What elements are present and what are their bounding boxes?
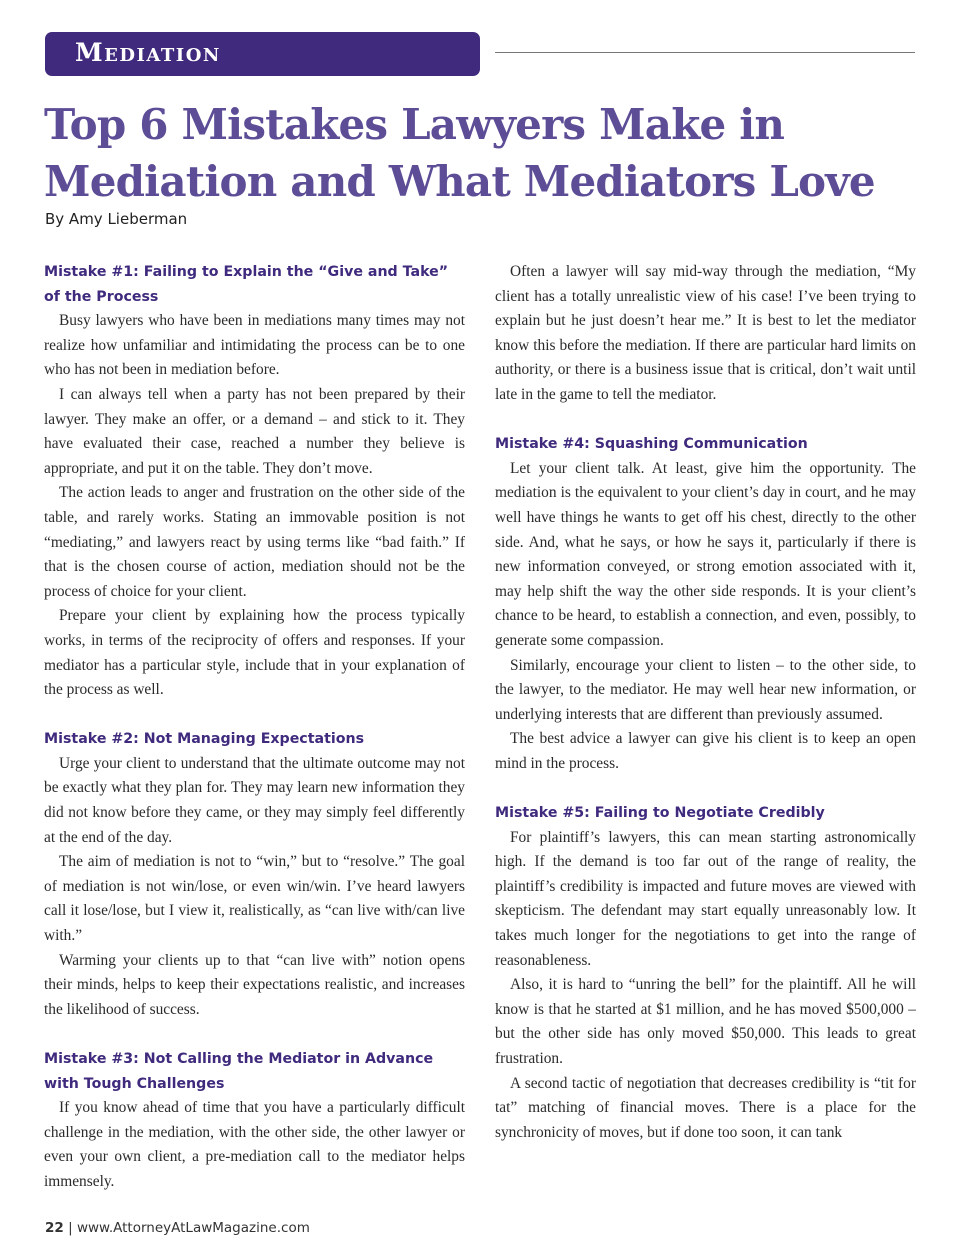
mistake-1-heading: Mistake #1: Failing to Explain the “Give and Take” of the Process xyxy=(44,264,449,305)
mistake-1-paragraph: I can always tell when a party has not been prepared by their lawyer. They make an offer, or a demand – and stick to it. They have evaluated their case, reached a number they believe is appropriate, and put it on the table. They don’t move. xyxy=(44,385,465,477)
mistake-4-paragraph: Similarly, encourage your client to listen – to the other side, to the lawyer, to the mediator. He may well hear new information, or underlying interests that are different than previously assumed. xyxy=(495,656,916,723)
article-title: Top 6 Mistakes Lawyers Make in Mediation and What Mediators Love xyxy=(44,100,875,206)
page-number: 22 xyxy=(45,1220,64,1236)
right-column xyxy=(495,260,916,1145)
byline: By Amy Lieberman xyxy=(45,210,188,228)
mistake-5-heading: Mistake #5: Failing to Negotiate Credibly xyxy=(495,805,825,822)
mistake-1-paragraph: The action leads to anger and frustration on the other side of the table, and rarely works. Stating an immovable position is not “mediating,” and lawyers react by using terms like “bad faith.” If that is the chosen course of action, mediation should not be the process of choice for your client. xyxy=(44,484,465,600)
section-tab xyxy=(45,32,480,76)
mistake-5-paragraph: Also, it is hard to “unring the bell” for the plaintiff. All he will know is that he started at $1 million, and he has moved $500,000 – but the other side has only moved $50,000. This leads to great frustration. xyxy=(495,976,916,1067)
mistake-2-paragraph: Urge your client to understand that the ultimate outcome may not be exactly what they plan for. They may learn new information they did not know before they came, or they may simply feel differently at the end of the day. xyxy=(44,754,465,846)
mistake-3-heading: Mistake #3: Not Calling the Mediator in Advance with Tough Challenges xyxy=(44,1051,434,1092)
mistake-1-paragraph: Prepare your client by explaining how the process typically works, in terms of the reciprocity of offers and responses. If your mediator has a particular style, include that in your explanation of the process as well. xyxy=(44,607,465,699)
page-footer xyxy=(45,1220,310,1236)
mistake-5-paragraph: A second tactic of negotiation that decreases credibility is “tit for tat” matching of financial moves. There is a place for the synchronicity of moves, but if done too soon, it can tank xyxy=(495,1074,916,1141)
header-rule xyxy=(495,52,915,53)
mistake-2-paragraph: Warming your clients up to that “can live with” notion opens their minds, helps to keep their expectations realistic, and increases the likelihood of success. xyxy=(44,951,465,1018)
mistake-4-paragraph: Let your client talk. At least, give him the opportunity. The mediation is the equivalent to your client’s day in court, and he may well have things he wants to get off his chest, directly to the other side. And, what he says, or how he says it, particularly if there is new information conveyed, or strong emotion associated with it, may help shift the way the other side responds. It is your client’s chance to be heard, to establish a connection, and even, possibly, to generate some compassion. xyxy=(495,459,916,649)
mistake-4-heading: Mistake #4: Squashing Communication xyxy=(495,436,808,453)
footer-website-link[interactable]: www.AttorneyAtLawMagazine.com xyxy=(76,1220,310,1236)
footer-separator: | xyxy=(68,1220,73,1236)
left-column xyxy=(44,260,465,1195)
section-label: Mediation xyxy=(75,38,221,67)
mistake-5-paragraph: For plaintiff’s lawyers, this can mean starting astronomically high. If the demand is too far out of the range of reality, the plaintiff’s credibility is impacted and future moves are viewed with skepticism. The defendant may start equally unreasonably low. It takes much longer for the negotiations to get into the range of reasonableness. xyxy=(495,828,916,969)
mistake-3-paragraph: If you know ahead of time that you have a particularly difficult challenge in the mediation, with the other side, the other lawyer or even your own client, a pre-mediation call to the mediator helps immensely. xyxy=(44,1099,465,1190)
mistake-2-heading: Mistake #2: Not Managing Expectations xyxy=(44,731,365,748)
mistake-4-paragraph: The best advice a lawyer can give his client is to keep an open mind in the process. xyxy=(495,730,916,772)
mistake-3-paragraph: Often a lawyer will say mid-way through the mediation, “My client has a totally unrealistic view of his case! I’ve been trying to explain but he just doesn’t hear me.” It is best to let the mediator know this before the mediation. If there are particular hard limits on authority, or there is a business issue that is critical, don’t wait until late in the game to tell the mediator. xyxy=(495,263,916,403)
mistake-2-paragraph: The aim of mediation is not to “win,” but to “resolve.” The goal of mediation is not win/lose, or even win/win. I’ve heard lawyers call it lose/lose, but I view it, realistically, as “can live with/can live with.” xyxy=(44,853,465,945)
mistake-1-paragraph: Busy lawyers who have been in mediations many times may not realize how unfamiliar and intimidating the process can be to one who has not been in mediation before. xyxy=(44,312,465,379)
